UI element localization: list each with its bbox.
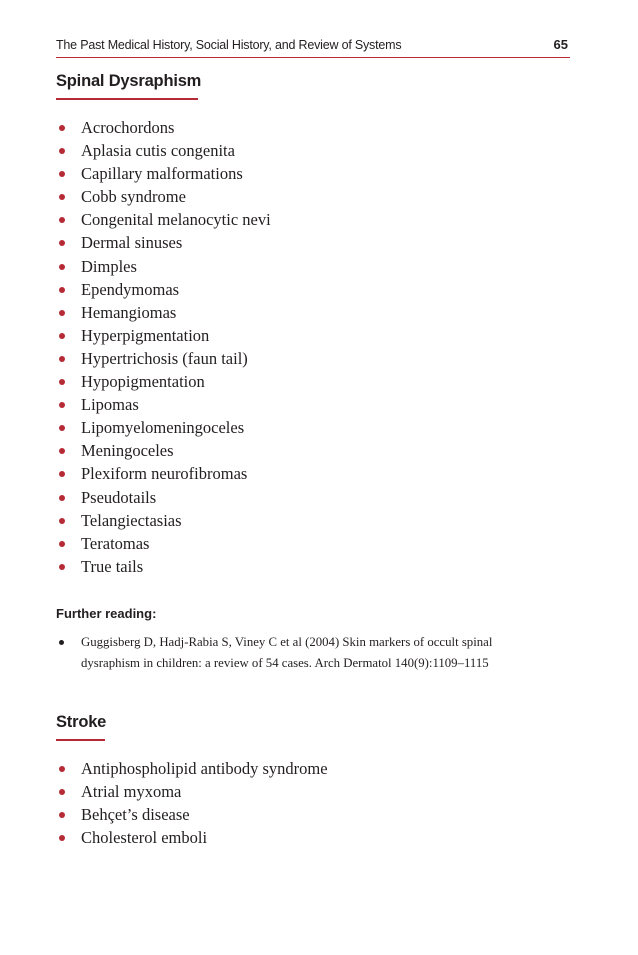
list-item-text: Congenital melanocytic nevi <box>81 210 271 230</box>
list-item <box>56 208 576 231</box>
list-item-text: Lipomas <box>81 395 139 415</box>
list-item-text: Aplasia cutis congenita <box>81 141 235 161</box>
list-item-text: Hypertrichosis (faun tail) <box>81 348 248 368</box>
list-item-text: Capillary malformations <box>81 164 243 184</box>
list-item-text: Antiphospholipid antibody syndrome <box>81 759 328 778</box>
list-item-text: Cholesterol emboli <box>81 828 208 848</box>
list-item <box>56 416 576 439</box>
page-number: 65 <box>553 37 568 52</box>
bullet-dot-icon <box>59 171 65 177</box>
bullet-dot-icon <box>59 264 65 270</box>
list-item-text: Cobb syndrome <box>81 187 186 207</box>
bullet-dot-icon <box>59 333 65 339</box>
reference-line: Guggisberg D, Hadj-Rabia S, Viney C et al (2004) Skin markers of occult spinal <box>81 635 493 649</box>
bullet-dot-icon <box>59 310 65 316</box>
bullet-list <box>56 757 576 849</box>
bullet-dot-icon <box>59 194 65 200</box>
list-item-text: Dimples <box>81 256 137 276</box>
reference-line: dysraphism in children: a review of 54 cases. Arch Dermatol 140(9):1109–1115 <box>81 655 489 670</box>
list-item-text: Dermal sinuses <box>81 233 183 253</box>
list-item <box>56 278 576 301</box>
section-heading: Spinal Dysraphism <box>56 72 202 90</box>
reference-entry <box>56 632 576 673</box>
bullet-dot-icon <box>59 541 65 547</box>
list-item-text: Acrochordons <box>81 118 175 137</box>
bullet-dot-icon <box>59 379 65 385</box>
list-item-text: Lipomyelomeningoceles <box>81 418 245 438</box>
bullet-dot-icon <box>59 287 65 293</box>
list-item <box>56 347 576 370</box>
bullet-dot-icon <box>59 518 65 524</box>
list-item-text: Pseudotails <box>81 487 157 507</box>
list-item <box>56 301 576 324</box>
list-item <box>56 509 576 532</box>
list-item <box>56 139 576 162</box>
bullet-dot-icon <box>59 448 65 454</box>
list-item-text: Teratomas <box>81 533 150 553</box>
section-spinal-dysraphism <box>56 71 576 578</box>
list-item <box>56 370 576 393</box>
list-item-text: Behçet’s disease <box>81 805 190 825</box>
bullet-dot-icon <box>59 495 65 501</box>
list-item-text: Plexiform neurofibromas <box>81 464 248 484</box>
bullet-dot-icon <box>59 766 65 772</box>
bullet-dot-icon <box>59 356 65 362</box>
list-item-text: Atrial myxoma <box>81 782 182 802</box>
further-reading-label: Further reading: <box>56 606 157 621</box>
list-item <box>56 462 576 485</box>
bullet-dot-icon <box>59 402 65 408</box>
section-stroke <box>56 712 576 849</box>
section-heading: Stroke <box>56 713 107 731</box>
list-item <box>56 324 576 347</box>
list-item <box>56 231 576 254</box>
bullet-dot-icon <box>59 240 65 246</box>
further-reading <box>56 605 576 673</box>
list-item-text: Hyperpigmentation <box>81 325 210 345</box>
bullet-dot-icon <box>59 564 65 570</box>
list-item <box>56 780 576 803</box>
bullet-list <box>56 116 576 578</box>
list-item <box>56 486 576 509</box>
list-item <box>56 803 576 826</box>
heading-rule <box>56 739 105 741</box>
running-header-title: The Past Medical History, Social History, and Review of Systems <box>56 38 402 52</box>
list-item-text: True tails <box>81 556 144 576</box>
bullet-dot-icon <box>59 812 65 818</box>
bullet-dot-icon <box>59 148 65 154</box>
list-item <box>56 162 576 185</box>
bullet-dot-icon <box>59 789 65 795</box>
list-item <box>56 255 576 278</box>
list-item <box>56 393 576 416</box>
list-item <box>56 757 576 780</box>
bullet-dot-icon <box>59 471 65 477</box>
list-item-text: Ependymomas <box>81 279 180 299</box>
list-item-text: Hemangiomas <box>81 302 177 322</box>
list-item <box>56 826 576 849</box>
running-header <box>56 36 570 58</box>
heading-rule <box>56 98 198 100</box>
bullet-dot-icon <box>59 425 65 431</box>
list-item <box>56 116 576 139</box>
list-item-text: Telangiectasias <box>81 510 182 530</box>
list-item <box>56 555 576 578</box>
bullet-dot-icon <box>59 640 64 645</box>
list-item <box>56 185 576 208</box>
bullet-dot-icon <box>59 125 65 131</box>
list-item-text: Meningoceles <box>81 441 174 461</box>
list-item <box>56 439 576 462</box>
bullet-dot-icon <box>59 217 65 223</box>
list-item <box>56 532 576 555</box>
bullet-dot-icon <box>59 835 65 841</box>
list-item-text: Hypopigmentation <box>81 372 205 392</box>
